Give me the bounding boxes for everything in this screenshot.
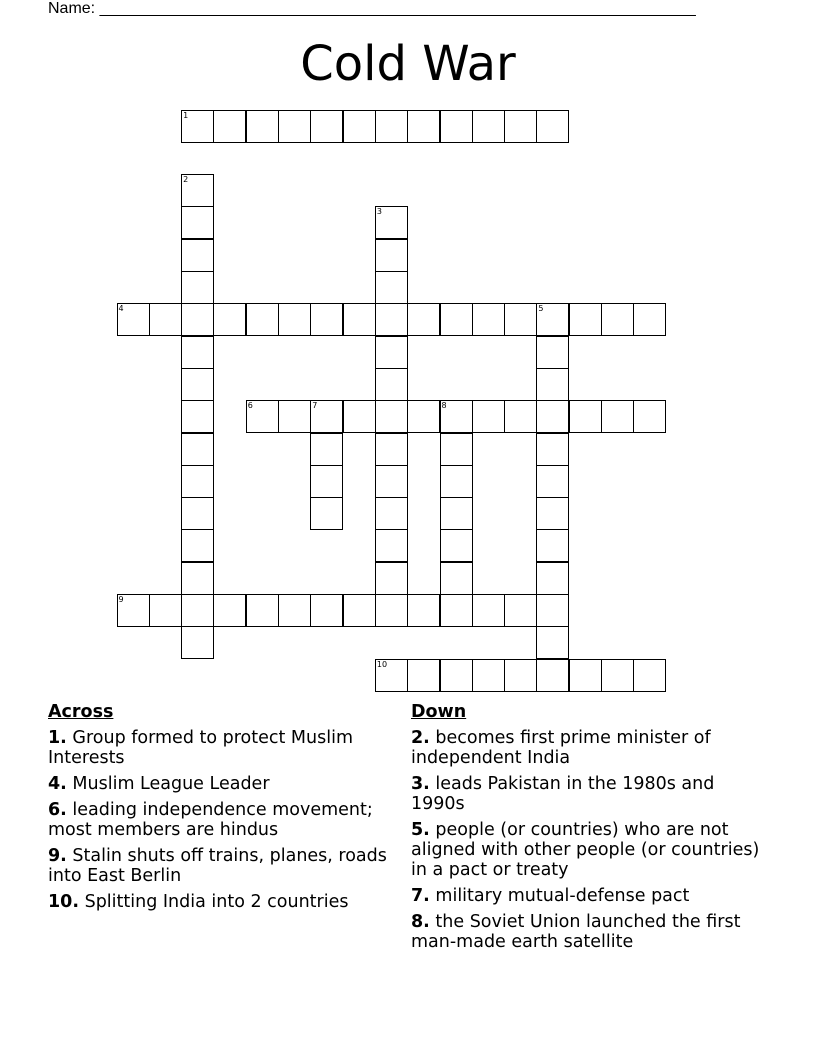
grid-cell[interactable] (278, 594, 311, 627)
grid-cell[interactable] (536, 594, 569, 627)
cell-number: 7 (312, 401, 318, 411)
grid-cell[interactable] (472, 594, 505, 627)
cell-number: 3 (376, 207, 382, 217)
grid-cell[interactable] (633, 303, 666, 336)
clue-number: 8. (411, 912, 430, 932)
clue-across-9 (48, 846, 408, 886)
clue-text: the Soviet Union launched the first man-made earth satellite (411, 912, 741, 952)
clue-number: 2. (411, 728, 430, 748)
grid-cell[interactable] (504, 400, 537, 433)
grid-cell[interactable] (536, 562, 569, 595)
clue-number: 9. (48, 846, 67, 866)
grid-cell[interactable] (181, 303, 214, 336)
grid-cell[interactable] (472, 303, 505, 336)
grid-cell[interactable] (181, 433, 214, 466)
clue-text: becomes first prime minister of independent India (411, 728, 711, 768)
clue-text: leads Pakistan in the 1980s and 1990s (411, 774, 715, 814)
grid-cell[interactable] (601, 400, 634, 433)
grid-cell[interactable] (440, 110, 473, 143)
clue-number: 7. (411, 886, 430, 906)
clue-number: 10. (48, 892, 80, 912)
grid-cell[interactable] (375, 594, 408, 627)
grid-cell[interactable] (633, 400, 666, 433)
grid-cell[interactable] (375, 433, 408, 466)
grid-cell[interactable] (536, 626, 569, 659)
clue-down-3 (411, 774, 771, 814)
grid-cell[interactable] (569, 303, 602, 336)
grid-cell[interactable] (343, 110, 376, 143)
grid-cell[interactable] (504, 594, 537, 627)
cell-number: 2 (183, 175, 189, 185)
grid-cell[interactable] (440, 659, 473, 692)
grid-cell[interactable] (181, 529, 214, 562)
grid-cell[interactable] (310, 433, 343, 466)
grid-cell[interactable] (569, 400, 602, 433)
grid-cell[interactable] (343, 303, 376, 336)
grid-cell[interactable] (440, 497, 473, 530)
clue-down-2 (411, 728, 771, 768)
clue-text: Muslim League Leader (72, 774, 270, 794)
down-clues (411, 702, 771, 958)
grid-cell[interactable] (440, 400, 473, 433)
grid-cell[interactable] (375, 206, 408, 239)
grid-cell[interactable] (246, 303, 279, 336)
clue-down-5 (411, 820, 771, 880)
grid-cell[interactable] (536, 465, 569, 498)
grid-cell[interactable] (246, 110, 279, 143)
clue-number: 6. (48, 800, 67, 820)
clue-across-1 (48, 728, 408, 768)
grid-cell[interactable] (407, 659, 440, 692)
across-heading: Across (48, 702, 114, 722)
grid-cell[interactable] (536, 110, 569, 143)
grid-cell[interactable] (407, 110, 440, 143)
cell-number: 4 (118, 304, 124, 314)
grid-cell[interactable] (181, 594, 214, 627)
grid-cell[interactable] (246, 594, 279, 627)
grid-cell[interactable] (181, 626, 214, 659)
grid-cell[interactable] (181, 336, 214, 369)
clue-across-10 (48, 892, 408, 912)
grid-cell[interactable] (181, 239, 214, 272)
cell-number: 5 (538, 304, 544, 314)
clue-down-7 (411, 886, 771, 906)
grid-cell[interactable] (536, 400, 569, 433)
grid-cell[interactable] (149, 303, 182, 336)
clue-text: Splitting India into 2 countries (84, 892, 349, 912)
grid-cell[interactable] (375, 529, 408, 562)
grid-cell[interactable] (375, 465, 408, 498)
clue-text: Stalin shuts off trains, planes, roads into East Berlin (48, 846, 387, 886)
cell-number: 10 (376, 659, 388, 669)
grid-cell[interactable] (440, 529, 473, 562)
clue-number: 3. (411, 774, 430, 794)
grid-cell[interactable] (246, 400, 279, 433)
grid-cell[interactable] (181, 465, 214, 498)
grid-cell[interactable] (310, 465, 343, 498)
grid-cell[interactable] (375, 336, 408, 369)
grid-cell[interactable] (504, 303, 537, 336)
grid-cell[interactable] (407, 594, 440, 627)
grid-cell[interactable] (536, 497, 569, 530)
grid-cell[interactable] (278, 110, 311, 143)
grid-cell[interactable] (310, 497, 343, 530)
clue-number: 1. (48, 728, 67, 748)
grid-cell[interactable] (472, 659, 505, 692)
clue-text: Group formed to protect Muslim Interests (48, 728, 353, 768)
grid-cell[interactable] (310, 400, 343, 433)
grid-cell[interactable] (181, 206, 214, 239)
grid-cell[interactable] (536, 368, 569, 401)
grid-cell[interactable] (504, 110, 537, 143)
grid-cell[interactable] (375, 659, 408, 692)
grid-cell[interactable] (472, 110, 505, 143)
grid-cell[interactable] (181, 110, 214, 143)
clue-number: 4. (48, 774, 67, 794)
grid-cell[interactable] (213, 303, 246, 336)
cell-number: 6 (247, 401, 253, 411)
grid-cell[interactable] (504, 659, 537, 692)
grid-cell[interactable] (407, 303, 440, 336)
grid-cell[interactable] (440, 465, 473, 498)
clue-text: leading independence movement; most members are hindus (48, 800, 373, 840)
grid-cell[interactable] (310, 303, 343, 336)
grid-cell[interactable] (375, 110, 408, 143)
grid-cell[interactable] (407, 400, 440, 433)
clue-across-4 (48, 774, 408, 794)
grid-cell[interactable] (440, 562, 473, 595)
grid-cell[interactable] (181, 368, 214, 401)
grid-cell[interactable] (213, 110, 246, 143)
clue-number: 5. (411, 820, 430, 840)
grid-cell[interactable] (213, 594, 246, 627)
grid-cell[interactable] (472, 400, 505, 433)
grid-cell[interactable] (601, 303, 634, 336)
grid-cell[interactable] (536, 659, 569, 692)
grid-cell[interactable] (375, 271, 408, 304)
grid-cell[interactable] (181, 174, 214, 207)
clue-text: people (or countries) who are not aligned with other people (or countries) in a pact or treaty (411, 820, 760, 880)
grid-cell[interactable] (536, 529, 569, 562)
clue-across-6 (48, 800, 408, 840)
grid-cell[interactable] (569, 659, 602, 692)
grid-cell[interactable] (601, 659, 634, 692)
grid-cell[interactable] (633, 659, 666, 692)
grid-cell[interactable] (343, 400, 376, 433)
grid-cell[interactable] (149, 594, 182, 627)
grid-cell[interactable] (278, 303, 311, 336)
cell-number: 8 (441, 401, 447, 411)
grid-cell[interactable] (310, 594, 343, 627)
grid-cell[interactable] (181, 497, 214, 530)
grid-cell[interactable] (536, 336, 569, 369)
grid-cell[interactable] (117, 303, 150, 336)
grid-cell[interactable] (536, 303, 569, 336)
grid-cell[interactable] (117, 594, 150, 627)
puzzle-title: Cold War (300, 36, 516, 92)
clue-text: military mutual-defense pact (435, 886, 690, 906)
cell-number: 9 (118, 595, 124, 604)
grid-cell[interactable] (375, 497, 408, 530)
grid-cell[interactable] (375, 239, 408, 272)
across-clues (48, 702, 408, 918)
grid-cell[interactable] (375, 303, 408, 336)
grid-cell[interactable] (440, 594, 473, 627)
grid-cell[interactable] (343, 594, 376, 627)
name-field[interactable]: Name: ___________________________________________________________________ (48, 0, 696, 17)
grid-cell[interactable] (278, 400, 311, 433)
grid-cell[interactable] (440, 433, 473, 466)
grid-cell[interactable] (181, 271, 214, 304)
grid-cell[interactable] (310, 110, 343, 143)
grid-cell[interactable] (536, 433, 569, 466)
grid-cell[interactable] (181, 562, 214, 595)
down-heading: Down (411, 702, 467, 722)
grid-cell[interactable] (375, 400, 408, 433)
cell-number: 1 (183, 110, 189, 120)
grid-cell[interactable] (440, 303, 473, 336)
grid-cell[interactable] (375, 368, 408, 401)
grid-cell[interactable] (375, 562, 408, 595)
grid-cell[interactable] (181, 400, 214, 433)
clue-down-8 (411, 912, 771, 952)
